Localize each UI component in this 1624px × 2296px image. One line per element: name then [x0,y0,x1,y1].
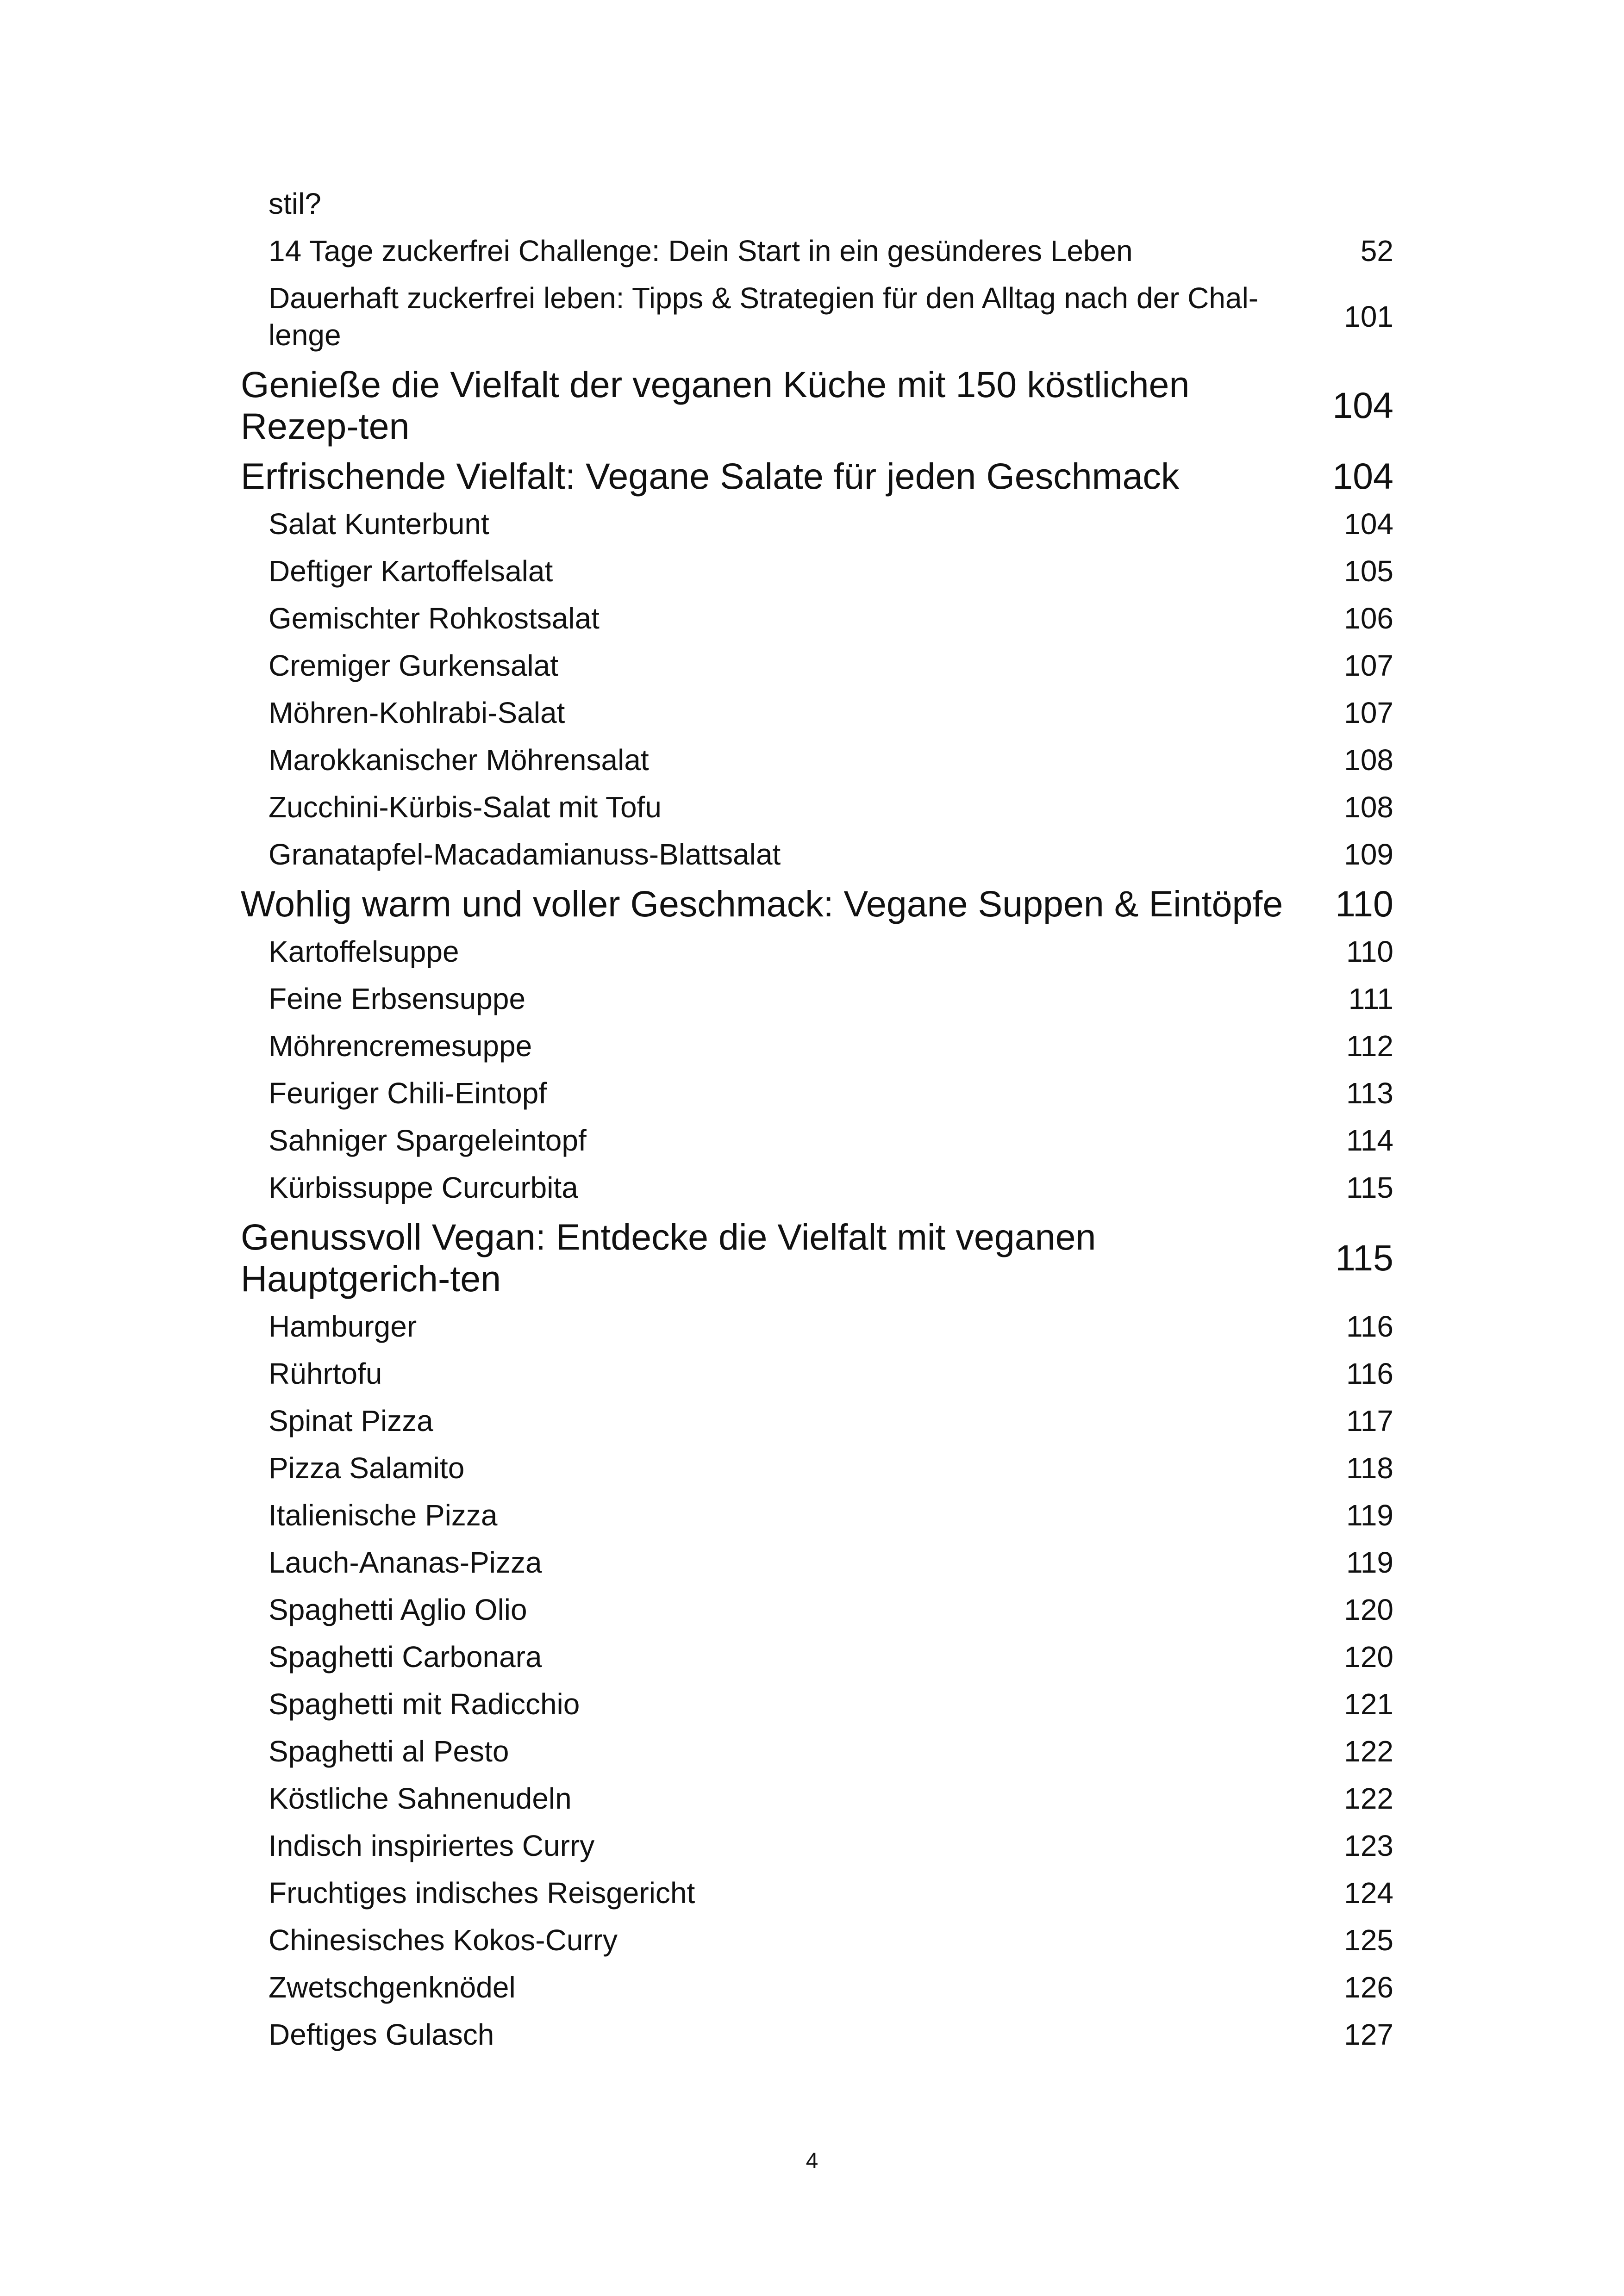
toc-entry-page: 127 [1344,2018,1393,2051]
toc-section-entry[interactable] [241,1355,1393,1392]
toc-entry-page: 113 [1346,1076,1393,1110]
toc-section-entry[interactable] [241,1544,1393,1581]
toc-entry-title: 14 Tage zuckerfrei Challenge: Dein Start in ein gesünderes Leben [269,234,1133,268]
toc-entry-title: Feine Erbsensuppe [269,982,526,1015]
toc-entry-page: 115 [1346,1171,1393,1204]
toc-chapter-entry[interactable] [241,455,1393,497]
toc-entry-title: Dauerhaft zuckerfrei leben: Tipps & Strategien für den Alltag nach der Chal-lenge [269,281,1259,352]
toc-entry-title: Granatapfel-Macadamianuss-Blattsalat [269,838,781,871]
toc-section-entry[interactable] [241,1591,1393,1628]
table-of-contents [241,185,1393,2063]
toc-entry-page: 126 [1344,1971,1393,2004]
toc-section-entry[interactable] [241,1780,1393,1817]
toc-entry-page: 107 [1344,696,1393,729]
toc-entry-title: Spinat Pizza [269,1404,433,1437]
page-number: 4 [806,2149,818,2173]
toc-section-entry[interactable] [241,836,1393,873]
toc-entry-page: 115 [1335,1237,1393,1278]
toc-section-entry[interactable] [241,232,1393,269]
toc-entry-page: 101 [1344,300,1393,333]
toc-entry-title: Köstliche Sahnenudeln [269,1782,572,1815]
toc-section-entry[interactable] [241,1638,1393,1675]
toc-entry-page: 108 [1344,790,1393,824]
toc-entry-title: Genieße die Vielfalt der veganen Küche mit 150 köstlichen Rezep-ten [241,364,1190,447]
toc-entry-page: 116 [1346,1357,1393,1390]
toc-entry-title: Lauch-Ananas-Pizza [269,1546,542,1579]
toc-entry-page: 112 [1346,1029,1393,1063]
toc-section-entry[interactable] [241,600,1393,637]
toc-entry-page: 110 [1335,883,1393,924]
toc-entry-title: Erfrischende Vielfalt: Vegane Salate für jeden Geschmack [241,455,1180,497]
toc-entry-page: 52 [1360,234,1393,268]
toc-entry-page: 107 [1344,649,1393,682]
toc-entry-title: Cremiger Gurkensalat [269,649,558,682]
toc-entry-title: Spaghetti mit Radicchio [269,1687,580,1721]
toc-section-entry[interactable] [241,2016,1393,2053]
toc-entry-title: Spaghetti Aglio Olio [269,1593,527,1626]
toc-entry-page: 116 [1346,1310,1393,1343]
toc-section-entry[interactable] [241,1027,1393,1064]
toc-entry-page: 111 [1348,982,1393,1015]
toc-entry-page: 118 [1346,1451,1393,1485]
toc-entry-title: Fruchtiges indisches Reisgericht [269,1876,695,1910]
toc-entry-page: 119 [1346,1546,1393,1579]
toc-section-entry[interactable] [241,694,1393,731]
toc-entry-title: Salat Kunterbunt [269,507,489,541]
toc-section-entry[interactable] [241,1969,1393,2006]
toc-entry-page: 105 [1344,554,1393,588]
toc-entry-title: Deftiger Kartoffelsalat [269,554,553,588]
toc-continuation-line: stil? [269,187,321,220]
toc-entry-title: Indisch inspiriertes Curry [269,1829,595,1862]
toc-section-entry[interactable] [241,647,1393,684]
toc-section-entry[interactable] [241,1169,1393,1206]
toc-entry-page: 121 [1344,1687,1393,1721]
toc-section-entry[interactable] [241,1874,1393,1911]
toc-section-entry[interactable] [241,553,1393,590]
toc-section-entry[interactable] [241,741,1393,778]
toc-section-entry[interactable] [241,789,1393,826]
toc-entry-page: 104 [1332,385,1393,426]
toc-section-entry[interactable] [241,980,1393,1017]
toc-entry-page: 108 [1344,743,1393,777]
toc-chapter-entry[interactable] [241,1216,1393,1300]
toc-entry-title: Spaghetti Carbonara [269,1640,542,1674]
toc-section-entry[interactable] [241,1686,1393,1723]
toc-entry-page: 104 [1344,507,1393,541]
toc-entry-page: 119 [1346,1499,1393,1532]
toc-entry-title: Wohlig warm und voller Geschmack: Vegane Suppen & Eintöpfe [241,883,1283,924]
toc-entry-page: 110 [1346,935,1393,968]
toc-entry-title: Kürbissuppe Curcurbita [269,1171,578,1204]
toc-chapter-entry[interactable] [241,364,1393,447]
toc-section-entry[interactable] [241,1827,1393,1864]
toc-entry-page: 117 [1346,1404,1393,1437]
toc-entry-title: Zwetschgenknödel [269,1971,516,2004]
toc-entry-page: 125 [1344,1923,1393,1957]
toc-entry-page: 109 [1344,838,1393,871]
toc-entry-title: Spaghetti al Pesto [269,1735,509,1768]
toc-entry-page: 123 [1344,1829,1393,1862]
toc-entry-title: Gemischter Rohkostsalat [269,602,600,635]
toc-entry-title: Deftiges Gulasch [269,2018,494,2051]
toc-entry-title: Feuriger Chili-Eintopf [269,1076,547,1110]
toc-entry-page: 120 [1344,1640,1393,1674]
toc-entry-title: Pizza Salamito [269,1451,465,1485]
toc-section-entry[interactable] [241,1122,1393,1159]
toc-section-entry[interactable] [241,280,1393,354]
toc-section-entry[interactable] [241,1497,1393,1534]
toc-chapter-entry[interactable] [241,883,1393,925]
toc-entry-page: 120 [1344,1593,1393,1626]
toc-entry-title: Möhren-Kohlrabi-Salat [269,696,565,729]
toc-entry-title: Chinesisches Kokos-Curry [269,1923,618,1957]
toc-entry-page: 114 [1346,1124,1393,1157]
toc-entry-page: 106 [1344,602,1393,635]
toc-entry-page: 124 [1344,1876,1393,1910]
toc-section-entry[interactable] [241,1308,1393,1345]
toc-entry-page: 122 [1344,1735,1393,1768]
toc-entry-title: Kartoffelsuppe [269,935,459,968]
toc-entry-title: Marokkanischer Möhrensalat [269,743,649,777]
toc-section-entry[interactable] [241,505,1393,542]
toc-entry-title: Zucchini-Kürbis-Salat mit Tofu [269,790,662,824]
toc-entry-title: Rührtofu [269,1357,382,1390]
toc-section-entry[interactable] [241,1922,1393,1959]
toc-section-entry[interactable] [241,933,1393,970]
toc-entry-title: Möhrencremesuppe [269,1029,532,1063]
toc-entries [241,232,1393,2053]
toc-section-entry[interactable] [241,1733,1393,1770]
toc-entry-title: Hamburger [269,1310,417,1343]
toc-section-entry[interactable] [241,1402,1393,1439]
toc-section-entry[interactable] [241,1075,1393,1112]
toc-entry-page: 104 [1332,455,1393,497]
toc-entry-page: 122 [1344,1782,1393,1815]
toc-section-entry[interactable] [241,1450,1393,1487]
toc-entry-title: Genussvoll Vegan: Entdecke die Vielfalt mit veganen Hauptgerich-ten [241,1216,1096,1299]
toc-entry-title: Italienische Pizza [269,1499,498,1532]
toc-entry-title: Sahniger Spargeleintopf [269,1124,587,1157]
